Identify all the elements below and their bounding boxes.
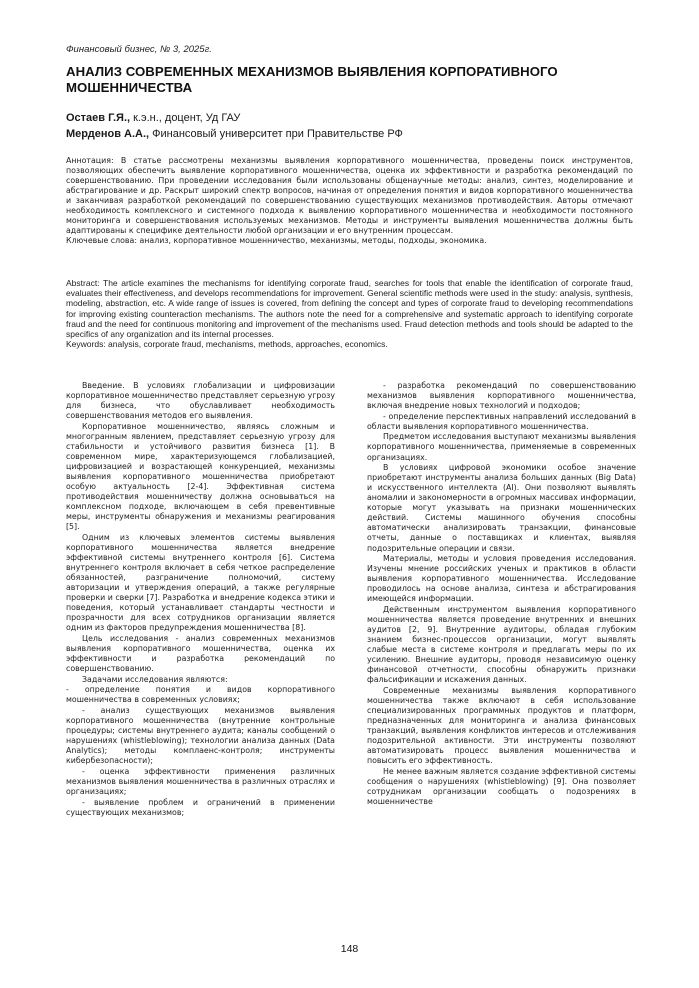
author-1: [66, 110, 641, 126]
author-2: [66, 126, 641, 142]
paragraph: Предметом исследования выступают механизмы выявления корпоративного мошенничества, применяемые в современных организациях.: [367, 432, 636, 462]
body-column-right: [367, 381, 636, 808]
paragraph: Действенным инструментом выявления корпоративного мошенничества является проведение внутренних и внешних аудитов [2, 9]. Внутренние аудиторы, обладая глубоким знанием бизнес-процессов организации, могут выявлять слабые места в системе контроля и предлагать меры по их усилению. Внешние аудиторы, проводя независимую оценку финансовой отчетности, способны обнаружить признаки фальсификации и искажения данных.: [367, 605, 636, 685]
paragraph: Не менее важным является создание эффективной системы сообщения о нарушениях (whistleblowing) [9]. Она позволяет сотрудникам организации сообщать о подозрениях в мошенничестве: [367, 766, 636, 807]
paragraph: Корпоративное мошенничество, являясь сложным и многогранным явлением, представляет серьезную угрозу для стабильности и устойчивого развития бизнеса [1]. В современном мире, характеризующемся глобализацией, цифровизацией и возрастающей конкуренцией, механизмы выявления корпоративного мошенничества приобретают особую актуальность [2-4]. Эффективная система противодействия мошенничеству должна основываться на комплексном подходе, включающем в себя превентивные меры, инструменты обнаружения и механизмы реагирования [5].: [66, 421, 335, 532]
list-item: - определение перспективных направлений исследований в области выявления корпоративного мошенничества.: [367, 411, 636, 431]
list-item: - разработка рекомендаций по совершенствованию механизмов выявления корпоративного мошенничества, включая внедрение новых технологий и подходов;: [367, 381, 636, 411]
paragraph: Задачами исследования являются:: [82, 674, 228, 684]
keywords-english: Keywords: analysis, corporate fraud, mechanisms, methods, approaches, economics.: [66, 339, 388, 350]
author-name: Остаев Г.Я.,: [66, 112, 131, 124]
paragraph: Цель исследования - анализ современных механизмов выявления корпоративного мошенничества, оценка их эффективности и разработка рекомендаций по совершенствованию.: [66, 633, 335, 674]
abstract-russian-text: Аннотация: В статье рассмотрены механизмы выявления корпоративного мошенничества, проведены поиск инструментов, позволяющих обеспечить выявление корпоративного мошенничества, оценка их эффективности и разработка рекомендаций по совершенствованию. При проведении исследования были использованы общенаучные методы: анализ, синтез, моделирование и абстрагирование и др. Раскрыт широкий спектр вопросов, начиная от определения понятия и видов корпоративного мошенничества и заканчивая разработкой рекомендаций по совершенствованию существующих механизмов противодействия. Авторы отмечают необходимость комплексного и системного подхода к выявлению корпоративного мошенничества и необходимости постоянного мониторинга и совершенствования используемых механизмов. Методы и инструменты выявления мошенничества должны быть адаптированы к специфике деятельности любой организации и его внутренним процессам.: [66, 156, 633, 236]
author-list: [66, 110, 641, 142]
list-item: - оценка эффективности применения различных механизмов выявления мошенничества в различных отраслях и организациях;: [66, 766, 335, 797]
paragraph: Материалы, методы и условия проведения исследования. Изучены мнение российских ученых и практиков в области выявления корпоративного мошенничества. Исследование проводилось на основе анализа, синтеза и абстрагирования имеющейся информации.: [367, 554, 636, 604]
list-item: - анализ существующих механизмов выявления корпоративного мошенничества (внутренние контрольные процедуры; системы внутреннего аудита; каналы сообщений о нарушениях (whistleblowing); технологии анализа данных (Data Analytics); методы комплаенс-контроля; инструменты кибербезопасности);: [66, 706, 335, 766]
abstract-english-text: Abstract: The article examines the mechanisms for identifying corporate fraud, searches for tools that enable the identification of corporate fraud, evaluates their effectiveness, and develops recommendations for improvement. General scientific methods were used in the study: analysis, synthesis, modeling, abstraction, etc. A wide range of issues is covered, from defining the concept and types of corporate fraud to developing recommendations for improving existing counteraction mechanisms. The authors note the need for a comprehensive and systematic approach to identifying corporate fraud and the need for continuous monitoring and improvement of the mechanisms used. Fraud detection methods and tools should be adapted to the specifics of any organization and its internal processes.: [66, 278, 633, 340]
abstract-russian: [66, 156, 633, 246]
paragraph: Одним из ключевых элементов системы выявления корпоративного мошенничества является внедрение эффективной системы внутреннего контроля [6]. Система внутреннего контроля включает в себя четкое распределение обязанностей, разграничение полномочий, систему авторизации и утверждения операций, а также регулярные проверки и сверки [7]. Разработка и внедрение кодекса этики и поведения, который устанавливает стандарты честности и прозрачности для всех сотрудников организации является одним из факторов предупреждения мошенничества [8].: [66, 532, 335, 633]
list-item: - определение понятия и видов корпоративного мошенничества в современных условиях;: [66, 685, 335, 705]
article-title: АНАЛИЗ СОВРЕМЕННЫХ МЕХАНИЗМОВ ВЫЯВЛЕНИЯ КОРПОРАТИВНОГО МОШЕННИЧЕСТВА: [66, 64, 558, 95]
paragraph: В условиях цифровой экономики особое значение приобретают инструменты анализа больших данных (Big Data) и искусственного интеллекта (AI). Они позволяют выявлять аномалии и закономерности в огромных массивах информации, которые могут указывать на признаки мошеннических действий. Системы машинного обучения способны автоматически анализировать транзакции, финансовые отчеты, данные о поставщиках и клиентах, выявляя подозрительные операции и связи.: [367, 463, 636, 553]
paragraph: Введение. В условиях глобализации и цифровизации корпоративное мошенничество представляет серьезную угрозу для бизнеса, что обуславливает необходимость совершенствования методов его выявления.: [66, 381, 335, 421]
author-name: Мерденов А.А.,: [66, 128, 150, 140]
keywords-russian: Ключевые слова: анализ, корпоративное мошенничество, механизмы, методы, подходы, экономика.: [66, 236, 487, 246]
list-item: - выявление проблем и ограничений в применении существующих механизмов;: [66, 797, 335, 817]
body-column-left: [66, 381, 335, 818]
author-affiliation: к.э.н., доцент, Уд ГАУ: [130, 112, 241, 124]
abstract-english: [66, 278, 633, 349]
page-number: 148: [340, 943, 359, 955]
paragraph: Современные механизмы выявления корпоративного мошенничества также включают в себя использование специализированных программных продуктов и платформ, предназначенных для мониторинга и анализа финансовых транзакций, выявления конфликтов интересов и отслеживания подозрительной активности. Эти инструменты позволяют автоматизировать процесс выявления мошенничества и повысить его эффективность.: [367, 685, 636, 766]
author-affiliation: Финансовый университет при Правительстве РФ: [149, 128, 403, 140]
journal-header: Финансовый бизнес, № 3, 2025г.: [66, 44, 212, 55]
